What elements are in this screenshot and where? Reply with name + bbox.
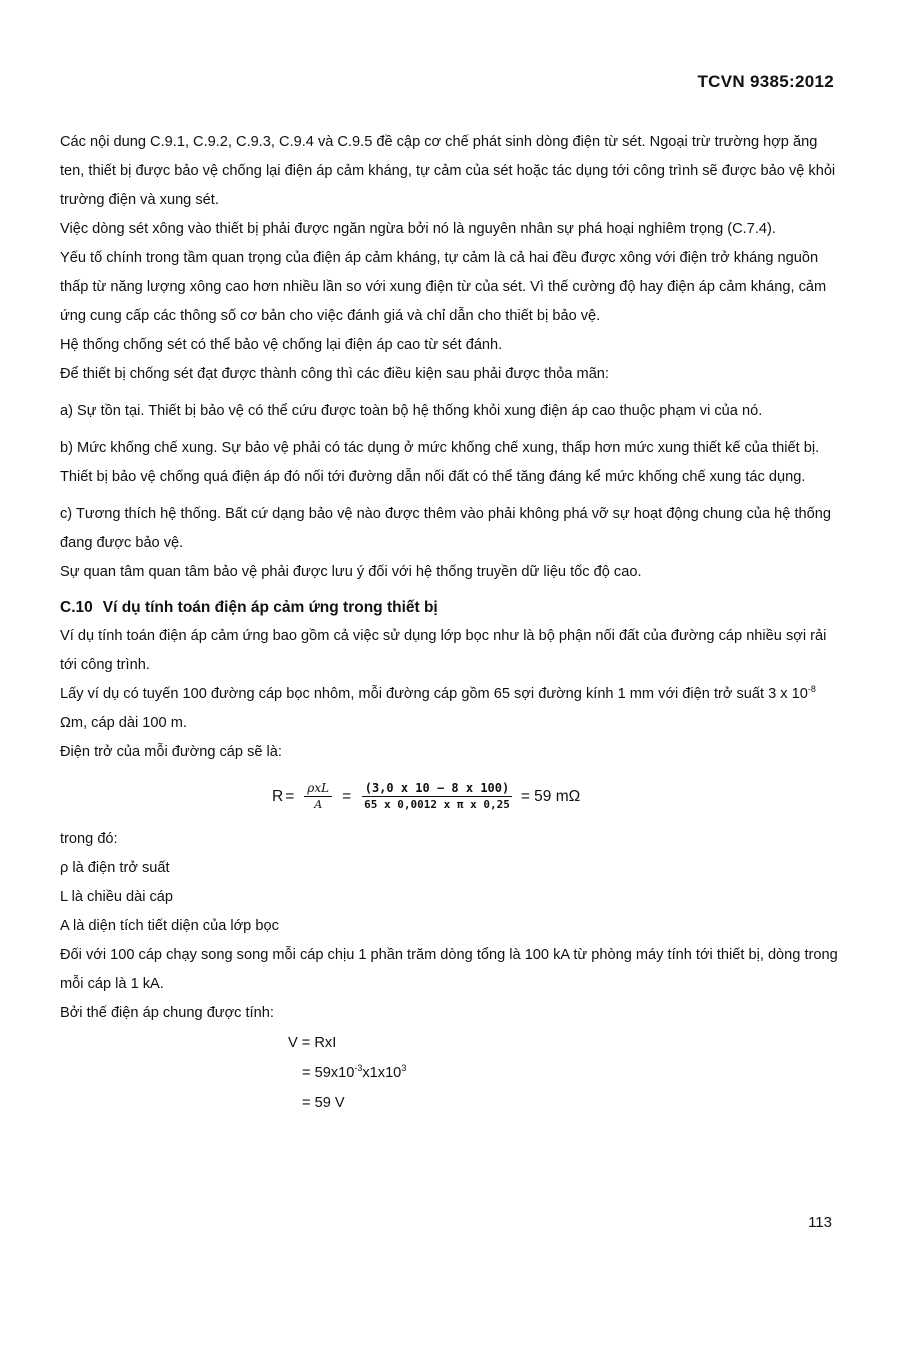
fraction-numerator: (3,0 x 10 − 8 x 100) [362,780,513,797]
fraction-symbolic [304,780,332,813]
section-number: C.10 [60,599,93,616]
text-run: = 59x10 [302,1065,355,1081]
paragraph: Sự quan tâm quan tâm bảo vệ phải được lưu ý đối với hệ thống truyền dữ liệu tốc độ cao. [60,564,642,580]
list-item-a: a) Sự tồn tại. Thiết bị bảo vệ có thể cứu được toàn bộ hệ thống khỏi xung điện áp cao thuộc phạm vi của nó. [60,403,763,419]
paragraph: Đối với 100 cáp chạy song song mỗi cáp chịu 1 phần trăm dòng tổng là 100 kA từ phòng máy tính tới thiết bị, dòng trong mỗi cáp là 1 kA. [60,947,838,992]
formula-equals: = [342,787,352,805]
resistance-formula [272,767,838,825]
exponent: -8 [807,684,816,695]
fraction-denominator: 65 x 0,0012 x π x 0,25 [364,797,510,811]
list-item-b: b) Mức khống chế xung. Sự bảo vệ phải có tác dụng ở mức khống chế xung, thấp hơn mức xung thiết kế của thiết bị. Thiết bị bảo vệ chống quá điện áp đó nối tới đường dẫn nối đất có thể tăng đáng kể mức khống chế xung tác dụng. [60,440,820,485]
calc-line [302,1058,838,1088]
paragraph: Bởi thế điện áp chung được tính: [60,1005,274,1021]
paragraph: Để thiết bị chống sét đạt được thành công thì các điều kiện sau phải được thỏa mãn: [60,366,609,382]
exponent: 3 [401,1063,407,1074]
page-number: 113 [808,1214,832,1231]
fraction-numerator: ρxL [304,780,332,797]
formula-equals: = [285,787,295,805]
paragraph: Hệ thống chống sét có thể bảo vệ chống lại điện áp cao từ sét đánh. [60,337,503,353]
document-body [60,128,838,1118]
paragraph: Yếu tố chính trong tầm quan trọng của điện áp cảm kháng, tự cảm là cả hai đều được xông với điện trở kháng nguồn thấp từ năng lượng xông cao hơn nhiều lần so với xung điện từ của sét. Vì thế cường độ hay điện áp cảm kháng, cảm ứng cung cấp các thông số cơ bản cho việc đánh giá và chỉ dẫn cho thiết bị bảo vệ. [60,250,827,324]
calc-line: = 59 V [302,1095,345,1111]
calc-line: V = RxI [288,1035,337,1051]
text-run: Ωm, cáp dài 100 m. [60,715,187,731]
where-label: trong đó: [60,831,118,847]
paragraph [60,680,838,738]
section-title: Ví dụ tính toán điện áp cảm ứng trong thiết bị [102,599,438,616]
paragraph: Các nội dung C.9.1, C.9.2, C.9.3, C.9.4 và C.9.5 đề cập cơ chế phát sinh dòng điện từ sét. Ngoại trừ trường hợp ăng ten, thiết bị được bảo vệ chống lại điện áp cảm kháng, tự cảm của sét hoặc tác dụng tới công trình sẽ được bảo vệ khỏi trường điện và xung sét. [60,134,836,208]
section-heading [60,593,838,622]
fraction-numeric [361,780,513,813]
definition-area: A là diện tích tiết diện của lớp bọc [60,918,279,934]
definition-length: L là chiều dài cáp [60,889,174,905]
standard-header: TCVN 9385:2012 [697,72,834,91]
text-run: Lấy ví dụ có tuyến 100 đường cáp bọc nhôm, mỗi đường cáp gồm 65 sợi đường kính 1 mm với điện trở suất 3 x 10 [60,686,808,702]
definition-rho: ρ là điện trở suất [60,860,170,876]
list-item-c: c) Tương thích hệ thống. Bất cứ dạng bảo vệ nào được thêm vào phải không phá vỡ sự hoạt động chung của hệ thống đang được bảo vệ. [60,506,831,551]
paragraph: Việc dòng sét xông vào thiết bị phải được ngăn ngừa bởi nó là nguyên nhân sự phá hoại nghiêm trọng (C.7.4). [60,221,776,237]
paragraph: Điện trở của mỗi đường cáp sẽ là: [60,744,282,760]
text-run: x1x10 [362,1065,402,1081]
fraction-denominator: A [314,797,323,811]
paragraph: Ví dụ tính toán điện áp cảm ứng bao gồm cả việc sử dụng lớp bọc như là bộ phận nối đất của đường cáp nhiều sợi rải tới công trình. [60,628,827,673]
formula-lhs: R [272,787,284,805]
formula-result: = 59 mΩ [520,787,581,805]
voltage-calculation [288,1028,838,1118]
exponent: -3 [354,1063,363,1074]
